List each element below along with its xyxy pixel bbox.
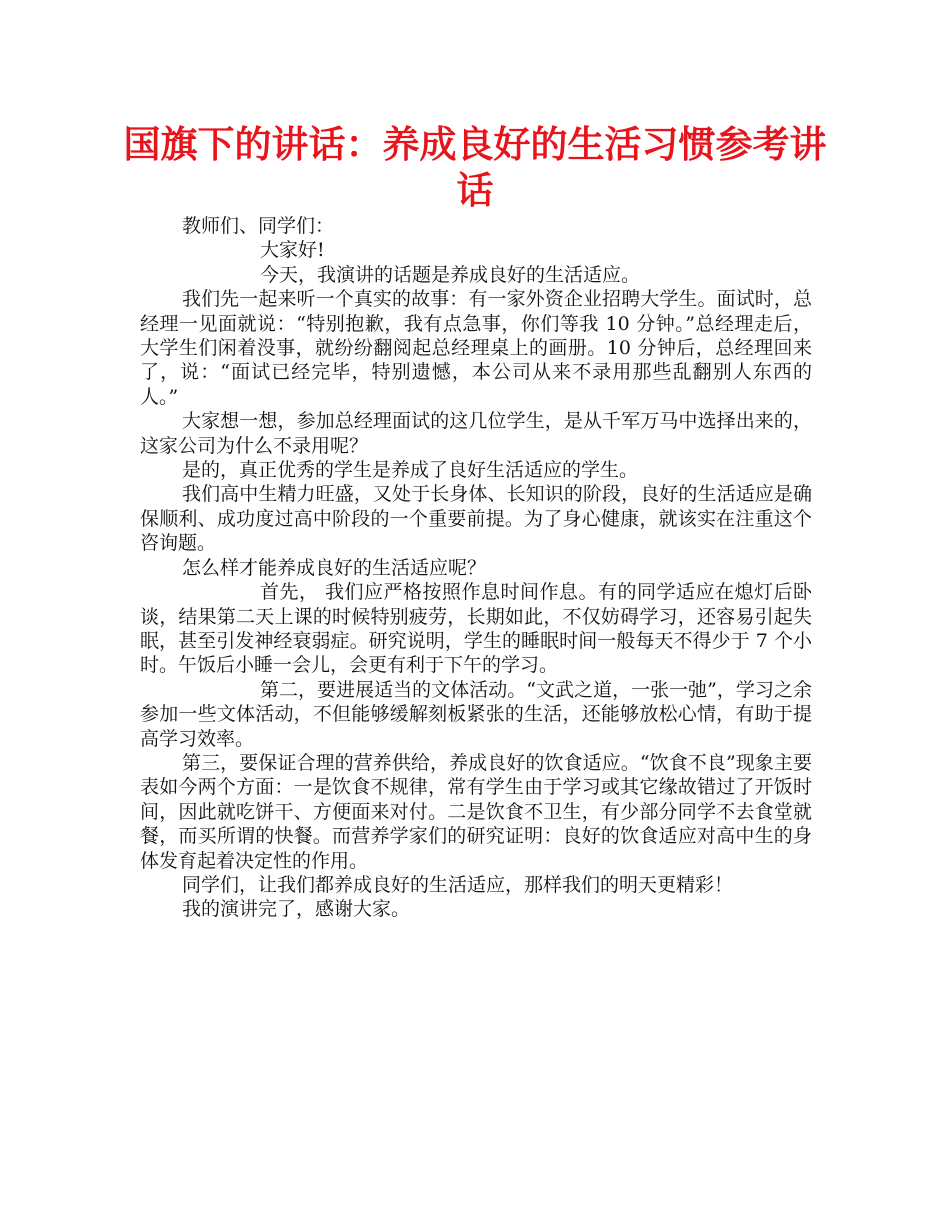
- paragraph: 大家想一想，参加总经理面试的这几位学生，是从千军万马中选择出来的，这家公司为什么不录用呢？: [140, 410, 812, 457]
- paragraph: 大家好!: [260, 239, 325, 262]
- paragraph: 首先， 我们应严格按照作息时间作息。有的同学适应在熄灯后卧谈，结果第二天上课的时候特别疲劳，长期如此，不仅妨碍学习，还容易引起失眠，甚至引发神经衰弱症。研究说明，学生的睡眠时间一般每天不得少于 7 个小时。午饭后小睡一会儿，会更有利于下午的学习。: [140, 581, 812, 677]
- paragraph: 教师们、同学们：: [182, 215, 335, 237]
- paragraph: 我的演讲完了，感谢大家。: [182, 898, 411, 921]
- paragraph: 第二，要进展适当的文体活动。“文武之道，一张一弛”，学习之余参加一些文体活动，不但能够缓解刻板紧张的生活，还能够放松心情，有助于提高学习效率。: [140, 678, 812, 750]
- paragraph: 今天，我演讲的话题是养成良好的生活适应。: [260, 263, 641, 286]
- paragraph: 同学们，让我们都养成良好的生活适应，那样我们的明天更精彩！: [182, 873, 734, 896]
- document-body: [140, 214, 812, 922]
- paragraph: 是的，真正优秀的学生是养成了良好生活适应的学生。: [182, 459, 639, 482]
- paragraph: 我们先一起来听一个真实的故事：有一家外资企业招聘大学生。面试时，总经理一见面就说：“特别抱歉，我有点急事，你们等我 10 分钟。”总经理走后，大学生们闲着没事，就纷纷翻阅起总经理桌上的画册。10 分钟后，总经理回来了，说：“面试已经完毕，特别遗憾，本公司从来不录用那些乱翻别人东西的人。”: [140, 288, 812, 408]
- document-title: 国旗下的讲话：养成良好的生活习惯参考讲话: [123, 123, 827, 212]
- paragraph: 第三，要保证合理的营养供给，养成良好的饮食适应。“饮食不良”现象主要表如今两个方面：一是饮食不规律，常有学生由于学习或其它缘故错过了开饭时间，因此就吃饼干、方便面来对付。二是饮食不卫生，有少部分同学不去食堂就餐，而买所谓的快餐。而营养学家们的研究证明：良好的饮食适应对高中生的身体发育起着决定性的作用。: [140, 751, 812, 872]
- paragraph: 我们高中生精力旺盛，又处于长身体、长知识的阶段，良好的生活适应是确保顺利、成功度过高中阶段的一个重要前提。为了身心健康，就该实在注重这个咨询题。: [140, 483, 812, 555]
- paragraph: 怎么样才能养成良好的生活适应呢？: [182, 556, 487, 579]
